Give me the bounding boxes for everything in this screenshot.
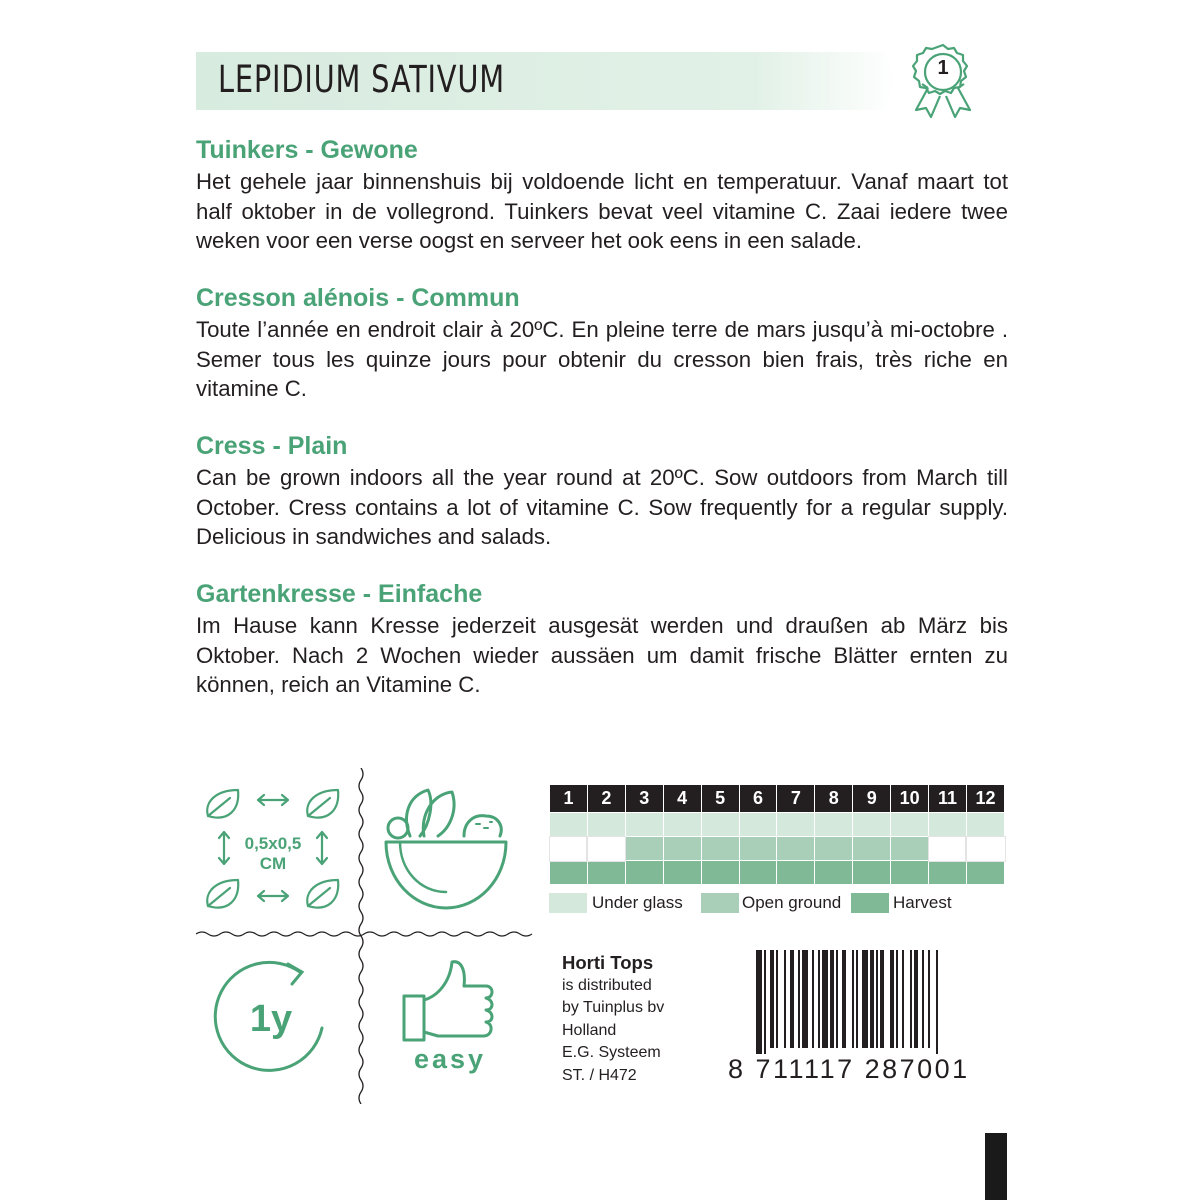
calendar-cell bbox=[966, 813, 1004, 837]
month-cell: 10 bbox=[891, 785, 929, 813]
calendar-cell bbox=[966, 861, 1004, 885]
section-title-english: Cress - Plain bbox=[196, 432, 348, 460]
barcode-bar bbox=[812, 950, 814, 1048]
calendar-cell bbox=[625, 861, 663, 885]
calendar-cell bbox=[739, 861, 777, 885]
calendar-cell bbox=[853, 837, 891, 861]
month-cell: 11 bbox=[929, 785, 967, 813]
calendar-cell bbox=[550, 861, 588, 885]
barcode-bar bbox=[802, 950, 808, 1048]
legend-swatch-harvest bbox=[851, 893, 889, 913]
barcode-bar bbox=[790, 950, 794, 1048]
barcode-number: 8 711117 287001 bbox=[728, 1054, 970, 1084]
barcode-bar bbox=[870, 950, 874, 1048]
difficulty-text: easy bbox=[413, 1044, 487, 1074]
corner-bar bbox=[985, 1133, 1007, 1200]
calendar-table bbox=[549, 784, 1005, 885]
month-cell: 4 bbox=[663, 785, 701, 813]
barcode-bar bbox=[770, 950, 774, 1048]
calendar-cell bbox=[663, 837, 701, 861]
calendar-cell bbox=[929, 861, 967, 885]
barcode-bar bbox=[862, 950, 868, 1048]
barcode-bar bbox=[936, 950, 938, 1054]
calendar-cell bbox=[739, 813, 777, 837]
section-title-dutch: Tuinkers - Gewone bbox=[196, 136, 418, 164]
barcode bbox=[728, 950, 993, 1085]
calendar-cell bbox=[891, 861, 929, 885]
calendar-cell bbox=[777, 837, 815, 861]
latin-name: LEPIDIUM SATIVUM bbox=[218, 58, 505, 101]
barcode-bar bbox=[818, 950, 820, 1048]
section-title-french: Cresson alénois - Commun bbox=[196, 284, 520, 312]
distributor-line: by Tuinplus bv bbox=[562, 999, 665, 1016]
calendar-cell bbox=[777, 813, 815, 837]
month-cell: 8 bbox=[815, 785, 853, 813]
calendar-cell bbox=[777, 861, 815, 885]
month-cell: 5 bbox=[701, 785, 739, 813]
barcode-bar bbox=[880, 950, 884, 1048]
calendar-cell bbox=[929, 813, 967, 837]
sowing-calendar bbox=[549, 784, 1005, 885]
month-cell: 2 bbox=[587, 785, 625, 813]
award-ribbon-icon bbox=[910, 42, 976, 120]
calendar-cell bbox=[891, 813, 929, 837]
spacing-unit: CM bbox=[259, 854, 287, 873]
legend-swatch-open-ground bbox=[701, 893, 739, 913]
calendar-cell bbox=[966, 837, 1004, 861]
salad-bowl-icon bbox=[380, 776, 512, 916]
distributor-title: Horti Tops bbox=[562, 952, 654, 973]
calendar-cell bbox=[739, 837, 777, 861]
calendar-cell bbox=[587, 861, 625, 885]
calendar-cell bbox=[625, 813, 663, 837]
calendar-cell bbox=[815, 861, 853, 885]
distributor-line: Holland bbox=[562, 1021, 617, 1039]
distributor-line: is distributed bbox=[562, 976, 652, 994]
legend-label-harvest: Harvest bbox=[893, 893, 952, 912]
calendar-cell bbox=[701, 837, 739, 861]
barcode-bar bbox=[764, 950, 766, 1054]
barcode-bar bbox=[876, 950, 878, 1048]
calendar-row-harvest bbox=[550, 861, 1005, 885]
calendar-cell bbox=[550, 813, 588, 837]
section-body-french: Toute l’année en endroit clair à 20ºC. En pleine terre de mars jusqu’à mi-octobre . Semer tous les quinze jours pour obtenir du cresson bien frais, très riche en vitamine C. bbox=[196, 317, 1008, 401]
section-title-german: Gartenkresse - Einfache bbox=[196, 580, 483, 608]
barcode-bar bbox=[922, 950, 924, 1048]
calendar-cell bbox=[701, 861, 739, 885]
barcode-bar bbox=[756, 950, 762, 1054]
distributor-info bbox=[562, 952, 664, 1087]
month-cell: 9 bbox=[853, 785, 891, 813]
calendar-cell bbox=[853, 813, 891, 837]
barcode-bar bbox=[896, 950, 898, 1048]
horizontal-wavy-divider bbox=[196, 928, 536, 940]
calendar-cell bbox=[587, 813, 625, 837]
calendar-cell bbox=[815, 813, 853, 837]
month-cell: 1 bbox=[550, 785, 588, 813]
calendar-cell bbox=[853, 861, 891, 885]
calendar-cell bbox=[891, 837, 929, 861]
calendar-cell bbox=[929, 837, 967, 861]
calendar-legend bbox=[549, 893, 1009, 917]
barcode-bar bbox=[784, 950, 786, 1048]
calendar-cell bbox=[550, 837, 588, 861]
distributor-line: ST. / H472 bbox=[562, 1066, 637, 1084]
calendar-row-glass bbox=[550, 813, 1005, 837]
legend-label-open-ground: Open ground bbox=[742, 893, 842, 912]
barcode-bar bbox=[928, 950, 930, 1048]
barcode-bar bbox=[890, 950, 894, 1048]
section-body-english: Can be grown indoors all the year round at 20ºC. Sow outdoors from March till October. Cress contains a lot of vitamine C. Sow frequently for a regular supply. Delicious in sandwiches and salads. bbox=[196, 465, 1008, 549]
barcode-bar bbox=[914, 950, 918, 1048]
calendar-cell bbox=[663, 813, 701, 837]
month-cell: 12 bbox=[966, 785, 1004, 813]
barcode-bar bbox=[852, 950, 854, 1048]
barcode-bar bbox=[830, 950, 834, 1048]
distributor-line: E.G. Systeem bbox=[562, 1044, 661, 1061]
badge-number: 1 bbox=[937, 57, 949, 79]
lifecycle-text: 1y bbox=[249, 998, 293, 1040]
calendar-cell bbox=[815, 837, 853, 861]
legend-label-under-glass: Under glass bbox=[592, 893, 683, 912]
month-cell: 6 bbox=[739, 785, 777, 813]
calendar-cell bbox=[587, 837, 625, 861]
calendar-row-open bbox=[550, 837, 1005, 861]
barcode-bar bbox=[842, 950, 846, 1048]
calendar-cell bbox=[625, 837, 663, 861]
month-cell: 3 bbox=[625, 785, 663, 813]
section-body-german: Im Hause kann Kresse jederzeit ausgesät werden und draußen ab März bis Oktober. Nach 2 Wochen wieder aussäen um damit frische Blätter ernten zu können, reich an Vitamine C. bbox=[196, 613, 1008, 697]
barcode-bar bbox=[798, 950, 800, 1048]
barcode-bars bbox=[728, 950, 993, 1054]
calendar-month-header bbox=[550, 785, 1005, 813]
spacing-value: 0,5x0,5 bbox=[244, 834, 302, 853]
thumbs-up-icon bbox=[398, 956, 498, 1048]
legend-swatch-under-glass bbox=[549, 893, 587, 913]
barcode-bar bbox=[836, 950, 838, 1048]
barcode-bar bbox=[822, 950, 828, 1048]
calendar-cell bbox=[663, 861, 701, 885]
barcode-bar bbox=[902, 950, 904, 1048]
barcode-bar bbox=[856, 950, 858, 1048]
barcode-bar bbox=[910, 950, 912, 1048]
barcode-bar bbox=[776, 950, 778, 1048]
month-cell: 7 bbox=[777, 785, 815, 813]
section-body-dutch: Het gehele jaar binnenshuis bij voldoende licht en temperatuur. Vanaf maart tot half oktober in de vollegrond. Tuinkers bevat veel vitamine C. Zaai iedere twee weken voor een verse oogst en serveer het ook eens in een salade. bbox=[196, 169, 1008, 253]
spacing-text bbox=[232, 834, 314, 874]
calendar-cell bbox=[701, 813, 739, 837]
